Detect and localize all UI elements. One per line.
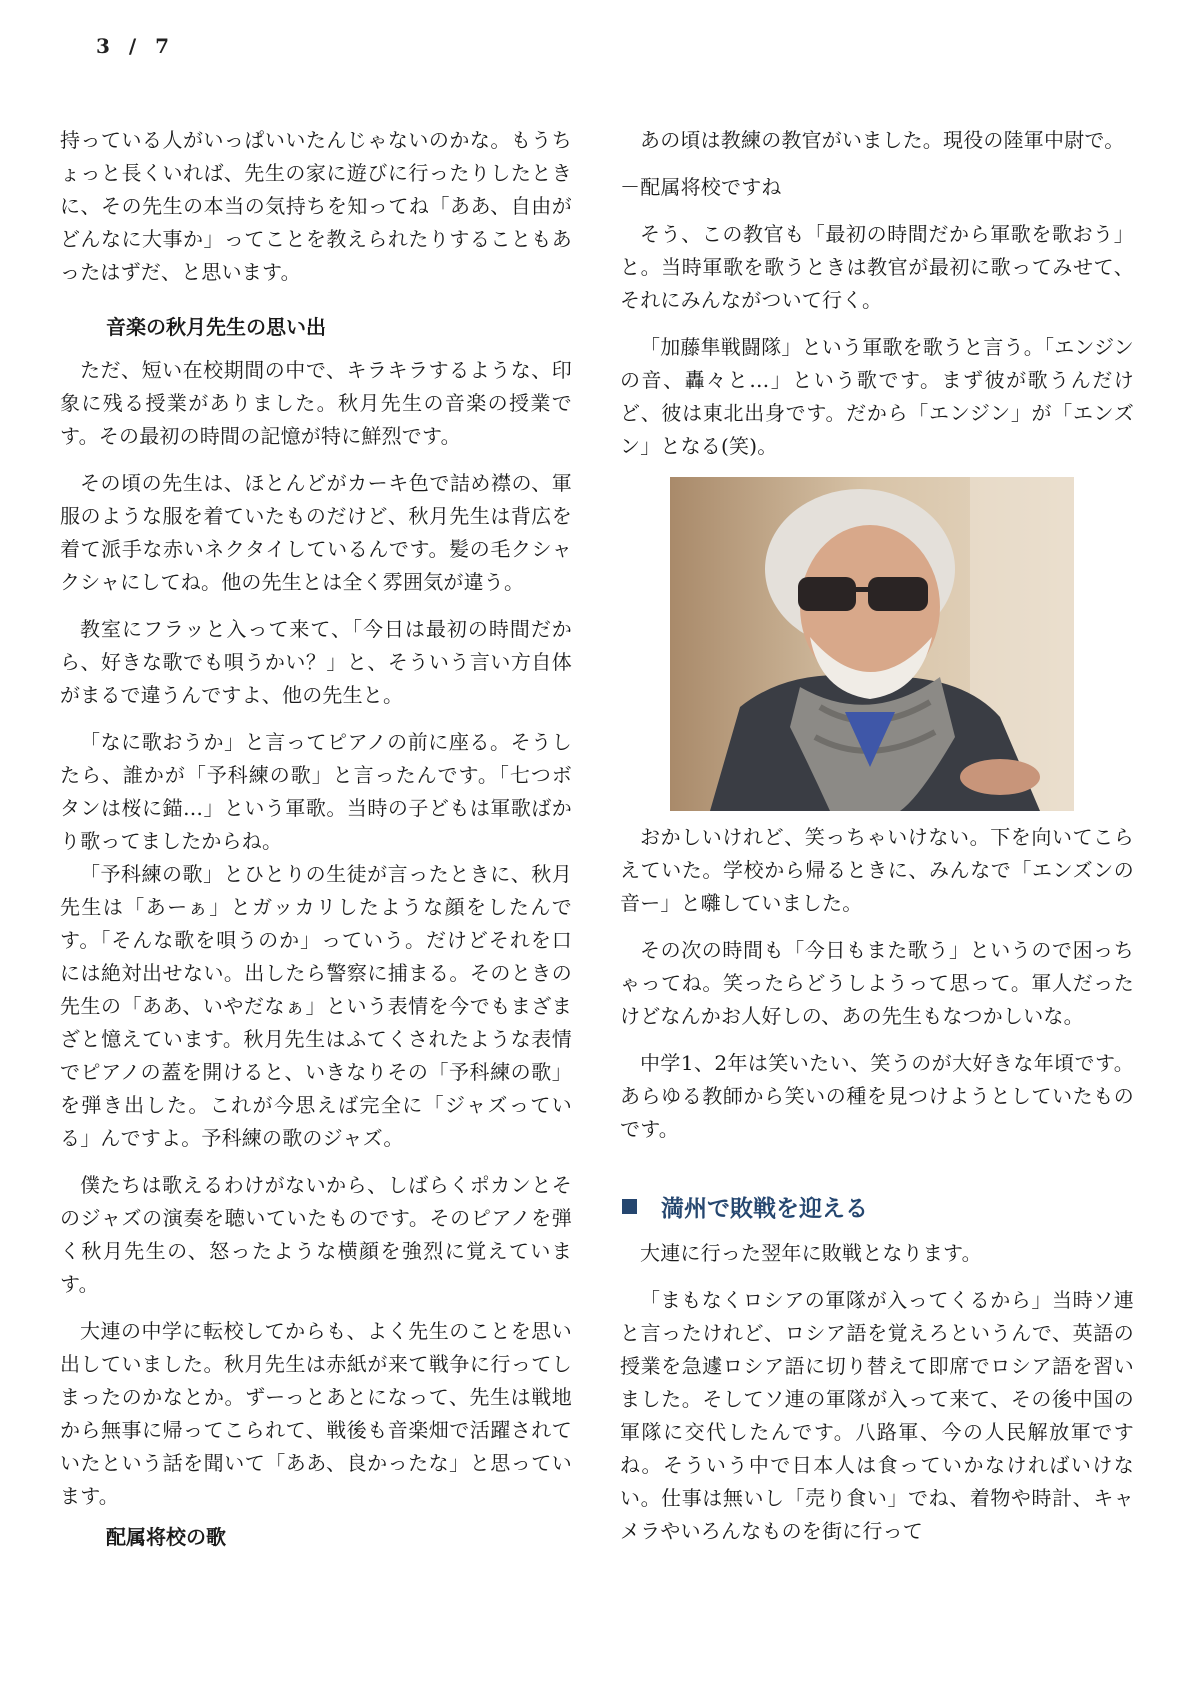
paragraph: 「なに歌おうか」と言ってピアノの前に座る。そうしたら、誰かが「予科練の歌」と言ったんです。「七つボタンは桜に錨…」という軍歌。当時の子どもは軍歌ばかり歌ってましたからね。 — [60, 730, 572, 853]
paragraph: 大連の中学に転校してからも、よく先生のことを思い出していました。秋月先生は赤紙が来て戦争に行ってしまったのかなとか。ずーっとあとになって、先生は戦地から無事に帰ってこられて、戦後も音楽畑で活躍されていたという話を聞いて「ああ、良かったな」と思っています。 — [60, 1319, 572, 1508]
paragraph: その頃の先生は、ほとんどがカーキ色で詰め襟の、軍服のような服を着ていたものだけど、秋月先生は背広を着て派手な赤いネクタイしているんです。髪の毛クシャクシャにしてね。他の先生とは全く雰囲気が違う。 — [60, 471, 572, 594]
page-number: 3 / 7 — [96, 34, 176, 58]
paragraph: 中学1、2年は笑いたい、笑うのが大好きな年頃です。あらゆる教師から笑いの種を見つけようとしていたものです。 — [620, 1051, 1134, 1141]
paragraph: おかしいけれど、笑っちゃいけない。下を向いてこらえていた。学校から帰るときに、みんなで「エンズンの音ー」と囃していました。 — [620, 825, 1134, 915]
paragraph: そう、この教官も「最初の時間だから軍歌を歌おう」と。当時軍歌を歌うときは教官が最初に歌ってみせて、それにみんながついて行く。 — [620, 222, 1134, 312]
left-column — [60, 124, 572, 1564]
paragraph: その次の時間も「今日もまた歌う」というので困っちゃってね。笑ったらどうしようって思って。軍人だったけどなんかお人好しの、あの先生もなつかしいな。 — [620, 938, 1134, 1028]
paragraph: 持っている人がいっぱいいたんじゃないのかな。もうちょっと長くいれば、先生の家に遊びに行ったりしたときに、その先生の本当の気持ちを知ってね「ああ、自由がどんなに大事か」ってことを教えられたりすることもあったはずだ、と思います。 — [60, 128, 572, 284]
subheading-haizoku-shoko: 配属将校の歌 — [106, 1525, 226, 1549]
section-title: 満州で敗戦を迎える — [661, 1196, 868, 1222]
paragraph: 大連に行った翌年に敗戦となります。 — [640, 1241, 982, 1265]
paragraph: 「予科練の歌」とひとりの生徒が言ったときに、秋月先生は「あーぁ」とガッカリしたような顔をしたんです。「そんな歌を唄うのか」っていう。だけどそれを口には絶対出せない。出したら警察に捕まる。そのときの先生の「ああ、いやだなぁ」という表情を今でもまざまざと憶えています。秋月先生はふてくされたような表情でピアノの蓋を開けると、いきなりその「予科練の歌」を弾き出した。これが今思えば完全に「ジャズっている」んですよ。予科練の歌のジャズ。 — [60, 862, 572, 1150]
paragraph: あの頃は教練の教官がいました。現役の陸軍中尉で。 — [640, 128, 1125, 152]
square-bullet-icon — [622, 1199, 637, 1214]
paragraph: －配属将校ですね — [620, 175, 782, 199]
right-column — [620, 124, 1134, 1562]
paragraph: ただ、短い在校期間の中で、キラキラするような、印象に残る授業がありました。秋月先生の音楽の授業です。その最初の時間の記憶が特に鮮烈です。 — [60, 358, 572, 448]
subheading-akizuki: 音楽の秋月先生の思い出 — [106, 315, 326, 339]
paragraph: 「加藤隼戦闘隊」という軍歌を歌うと言う。「エンジンの音、轟々と…」という歌です。まず彼が歌うんだけど、彼は東北出身です。だから「エンジン」が「エンズン」となる(笑)。 — [620, 335, 1134, 458]
portrait-photo — [670, 477, 1074, 811]
paragraph: 「まもなくロシアの軍隊が入ってくるから」当時ソ連と言ったけれど、ロシア語を覚えろというんで、英語の授業を急遽ロシア語に切り替えて即席でロシア語を習いました。そしてソ連の軍隊が入って来て、その後中国の軍隊に交代したんです。八路軍、今の人民解放軍ですね。そういう中で日本人は食っていかなければいけない。仕事は無いし「売り食い」でね、着物や時計、キャメラやいろんなものを街に行って — [620, 1288, 1134, 1543]
paragraph: 教室にフラッと入って来て、「今日は最初の時間だから、好きな歌でも唄うかい？」と、そういう言い方自体がまるで違うんですよ、他の先生と。 — [60, 617, 572, 707]
section-heading — [620, 1190, 1134, 1223]
paragraph: 僕たちは歌えるわけがないから、しばらくポカンとそのジャズの演奏を聴いていたものです。そのピアノを弾く秋月先生の、怒ったような横顔を強烈に覚えています。 — [60, 1173, 572, 1296]
